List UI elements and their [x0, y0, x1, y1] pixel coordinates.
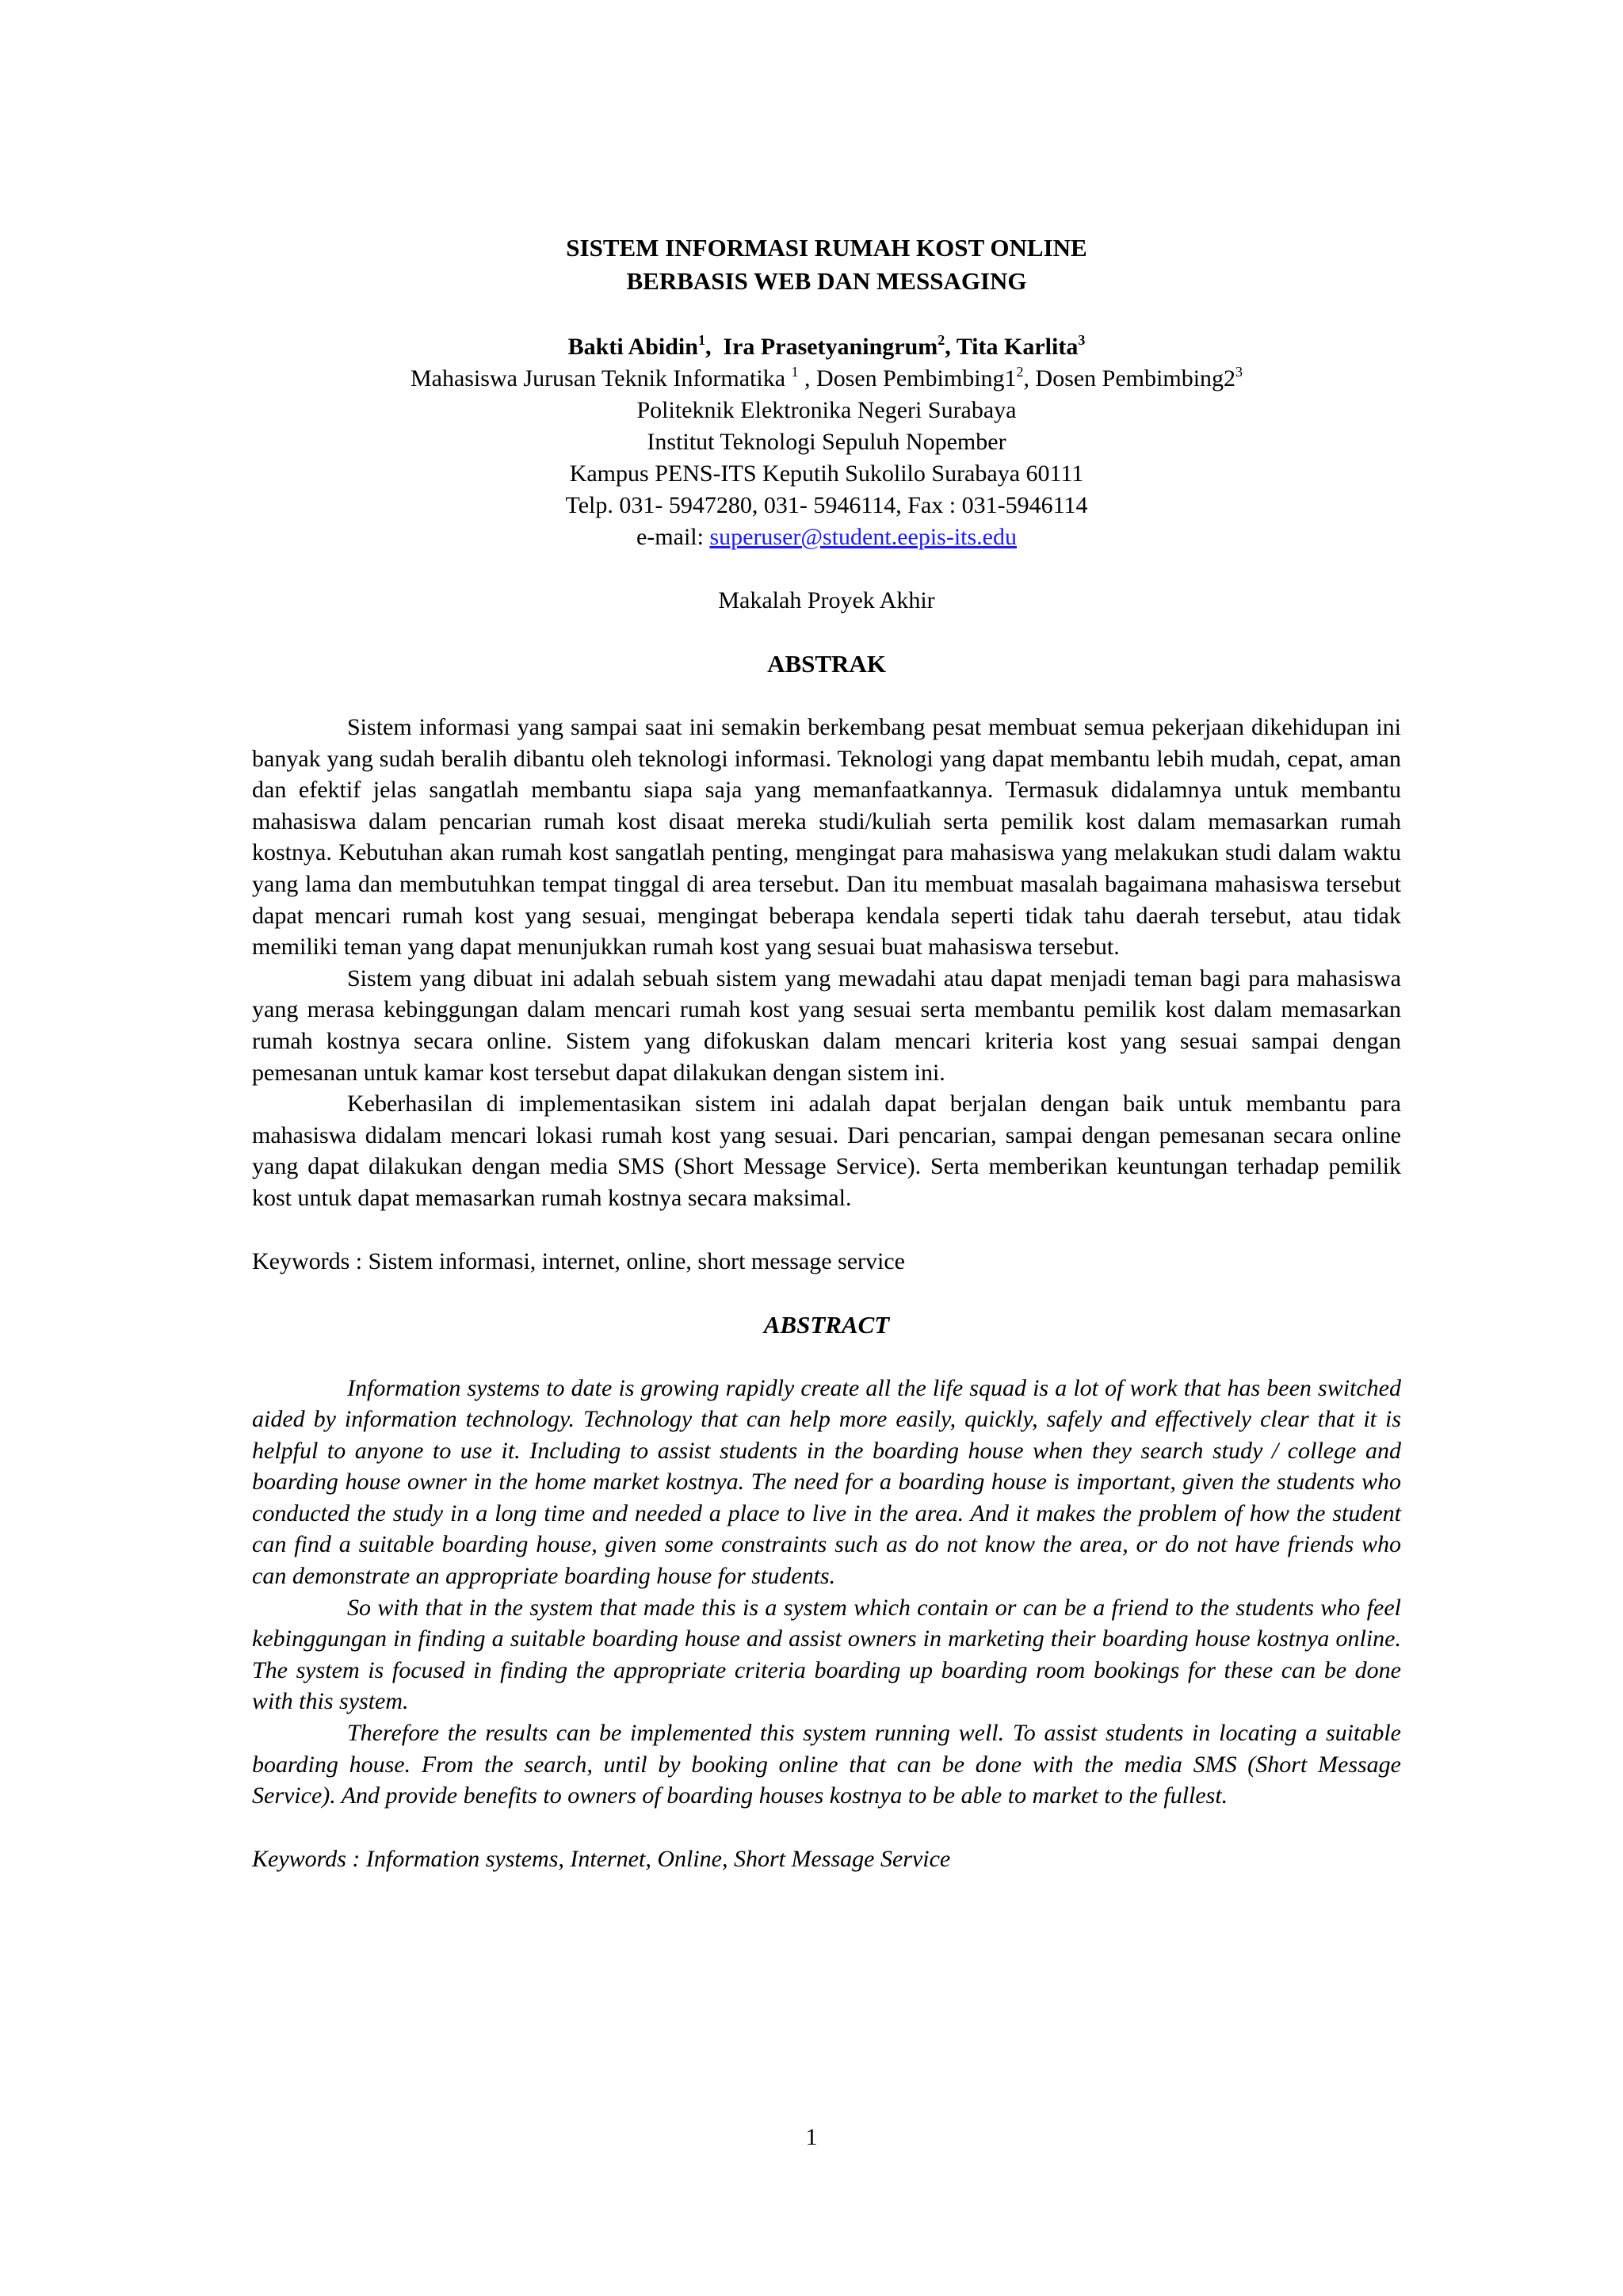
paper-type: Makalah Proyek Akhir [718, 587, 935, 613]
paper-title [252, 231, 1401, 298]
abstrak-body [252, 712, 1401, 1214]
author-2-sup: 2 [938, 332, 945, 348]
abstract-keywords: Keywords : Information systems, Internet, Online, Short Message Service [252, 1845, 951, 1872]
author-list: Bakti Abidin$^1$, Ira Prasetyaningrum$^2$, Tita Karlita$^3$ [567, 332, 1086, 360]
abstract-paragraph-3: Therefore the results can be implemented this system running well. To assist students in locating a suitable boarding house. From the search, until by booking online that can be done with the media SMS (Short Message Service). And provide benefits to owners of boarding houses kostnya to be able to market to the fullest. [252, 1720, 1401, 1809]
author-1-sup: 1 [697, 332, 705, 348]
affiliation-phone: Telp. 031- 5947280, 031- 5946114, Fax : 031-5946114 [565, 492, 1088, 518]
affiliation-address: Kampus PENS-ITS Keputih Sukolilo Surabaya 60111 [569, 460, 1084, 487]
page-number: 1 [805, 2124, 818, 2150]
abstrak-heading: ABSTRAK [767, 650, 886, 678]
abstract-paragraph-2: So with that in the system that made this is a system which contain or can be a friend to the students who feel kebinggungan in finding a suitable boarding house and assist owners in marketing their boarding house kostnya online. The system is focused in finding the appropriate criteria boarding up boarding room bookings for these can be done with this system. [252, 1594, 1401, 1715]
affiliation-role-3: , Dosen Pembimbing2 [1023, 365, 1236, 392]
email-label: e-mail: [636, 524, 710, 550]
affiliation-institution: Politeknik Elektronika Negeri Surabaya [636, 397, 1017, 423]
affiliation-sup-2: 2 [1016, 364, 1024, 380]
abstrak-paragraph-1: Sistem informasi yang sampai saat ini semakin berkembang pesat membuat semua pekerjaan dikehidupan ini banyak yang sudah beralih dibantu oleh teknologi informasi. Teknologi yang dapat membantu lebih mudah, cepat, aman dan efektif jelas sangatlah membantu siapa saja yang memanfaatkannya. Termasuk didalamnya untuk membantu mahasiswa dalam pencarian rumah kost disaat mereka studi/kuliah serta pemilik kost dalam memasarkan rumah kostnya. Kebutuhan akan rumah kost sangatlah penting, mengingat para mahasiswa yang melakukan studi dalam waktu yang lama dan membutuhkan tempat tinggal di area tersebut. Dan itu membuat masalah bagaimana mahasiswa tersebut dapat mencari rumah kost yang sesuai, mengingat beberapa kendala seperti tidak tahu daerah tersebut, atau tidak memiliki teman yang dapat menunjukkan rumah kost yang sesuai buat mahasiswa tersebut. [252, 714, 1401, 961]
affiliation-university: Institut Teknologi Sepuluh Nopember [647, 429, 1006, 455]
affiliation-email-line [252, 521, 1401, 553]
author-2: Ira Prasetyaningrum [723, 334, 938, 360]
abstract-paragraph-1: Information systems to date is growing rapidly create all the life squad is a lot of work that has been switched aided by information technology. Technology that can help more easily, quickly, safely and effectively clear that it is helpful to anyone to use it. Including to assist students in the boarding house when they search study / college and boarding house owner in the home market kostnya. The need for a boarding house is important, given the students who conducted the study in a long time and needed a place to live in the area. And it makes the problem of how the student can find a suitable boarding house, given some constraints such as do not know the area, or do not have friends who can demonstrate an appropriate boarding house for students. [252, 1374, 1401, 1590]
page-content [252, 231, 1401, 1875]
abstrak-paragraph-3: Keberhasilan di implementasikan sistem ini adalah dapat berjalan dengan baik untuk membantu para mahasiswa didalam mencari lokasi rumah kost yang sesuai. Dari pencarian, sampai dengan pemesanan secara online yang dapat dilakukan dengan media SMS (Short Message Service). Serta memberikan keuntungan terhadap pemilik kost untuk dapat memasarkan rumah kostnya secara maksimal. [252, 1091, 1401, 1211]
title-line-2: BERBASIS WEB DAN MESSAGING [626, 267, 1027, 295]
affiliation-role-2: , Dosen Pembimbing1 [798, 365, 1017, 392]
author-3-sup: 3 [1078, 332, 1086, 348]
email-link[interactable]: superuser@student.eepis-its.edu [709, 524, 1017, 550]
affiliation-block [252, 363, 1401, 553]
abstrak-keywords: Keywords : Sistem informasi, internet, online, short message service [252, 1247, 905, 1274]
author-1: Bakti Abidin [567, 334, 698, 360]
affiliation-sup-3: 3 [1235, 364, 1243, 380]
abstract-body [252, 1373, 1401, 1812]
affiliation-role-1: Mahasiswa Jurusan Teknik Informatika [410, 365, 792, 392]
affiliation-sup-1: 1 [791, 364, 799, 380]
title-line-1: SISTEM INFORMASI RUMAH KOST ONLINE [566, 234, 1087, 262]
abstrak-paragraph-2: Sistem yang dibuat ini adalah sebuah sistem yang mewadahi atau dapat menjadi teman bagi para mahasiswa yang merasa kebinggungan dalam mencari rumah kost yang sesuai serta membantu pemilik kost dalam memasarkan rumah kostnya secara online. Sistem yang difokuskan dalam mencari kriteria kost yang sesuai sampai dengan pemesanan untuk kamar kost tersebut dapat dilakukan dengan sistem ini. [252, 965, 1401, 1086]
affiliation-roles [252, 363, 1401, 395]
abstract-heading: ABSTRACT [763, 1310, 890, 1339]
author-3: Tita Karlita [956, 334, 1079, 360]
